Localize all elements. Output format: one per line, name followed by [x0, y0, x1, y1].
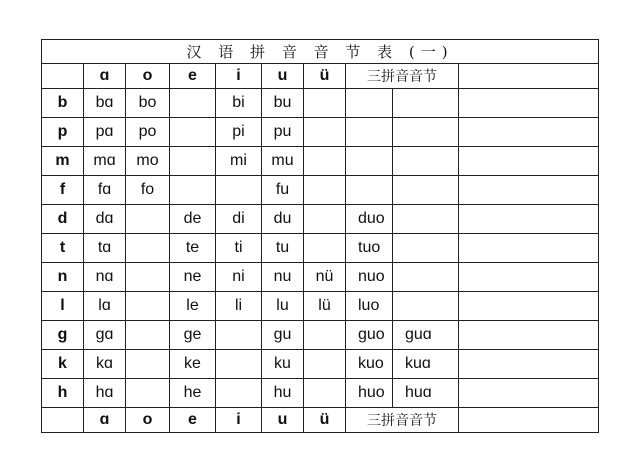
syllable-cell [393, 176, 459, 205]
syllable-cell: he [170, 379, 216, 408]
triple-syllable-footer: 三拼音音节 [346, 408, 459, 433]
syllable-cell: tɑ [84, 234, 126, 263]
syllable-cell [393, 147, 459, 176]
table-row [42, 321, 599, 350]
syllable-cell: gɑ [84, 321, 126, 350]
syllable-cell [216, 350, 262, 379]
table-title: 汉 语 拼 音 音 节 表 (一) [42, 40, 599, 64]
syllable-cell [304, 321, 346, 350]
syllable-cell [304, 379, 346, 408]
syllable-cell: nuo [346, 263, 393, 292]
corner-cell [42, 64, 84, 89]
syllable-cell [459, 176, 599, 205]
syllable-cell [126, 379, 170, 408]
syllable-cell: huo [346, 379, 393, 408]
syllable-cell [170, 118, 216, 147]
syllable-cell: du [262, 205, 304, 234]
initial-cell: g [42, 321, 84, 350]
table-row [42, 205, 599, 234]
syllable-cell: nu [262, 263, 304, 292]
syllable-cell: pɑ [84, 118, 126, 147]
syllable-cell [459, 205, 599, 234]
syllable-cell: guɑ [393, 321, 459, 350]
syllable-cell [459, 234, 599, 263]
syllable-cell: dɑ [84, 205, 126, 234]
initial-cell: n [42, 263, 84, 292]
syllable-cell: guo [346, 321, 393, 350]
syllable-cell: duo [346, 205, 393, 234]
syllable-cell: luo [346, 292, 393, 321]
syllable-cell [304, 118, 346, 147]
syllable-cell: kuɑ [393, 350, 459, 379]
syllable-cell [459, 350, 599, 379]
syllable-cell: mɑ [84, 147, 126, 176]
initial-cell: p [42, 118, 84, 147]
syllable-cell [216, 321, 262, 350]
syllable-cell: bi [216, 89, 262, 118]
syllable-cell: lu [262, 292, 304, 321]
syllable-cell: mu [262, 147, 304, 176]
initial-cell: t [42, 234, 84, 263]
syllable-cell [346, 118, 393, 147]
triple-syllable-header: 三拼音音节 [346, 64, 459, 89]
syllable-cell [459, 89, 599, 118]
syllable-cell [393, 234, 459, 263]
table-row [42, 379, 599, 408]
syllable-cell: bu [262, 89, 304, 118]
syllable-cell: kuo [346, 350, 393, 379]
syllable-cell: hɑ [84, 379, 126, 408]
syllable-cell: ke [170, 350, 216, 379]
syllable-cell: ku [262, 350, 304, 379]
table-row [42, 89, 599, 118]
initial-cell: b [42, 89, 84, 118]
footer-vowel: e [170, 408, 216, 433]
syllable-cell [393, 118, 459, 147]
initial-cell: m [42, 147, 84, 176]
header-vowel: e [170, 64, 216, 89]
syllable-cell: huɑ [393, 379, 459, 408]
syllable-cell [393, 205, 459, 234]
header-vowel: u [262, 64, 304, 89]
initial-cell: k [42, 350, 84, 379]
syllable-cell [346, 147, 393, 176]
footer-vowel: ü [304, 408, 346, 433]
syllable-cell: fo [126, 176, 170, 205]
syllable-cell [459, 292, 599, 321]
syllable-cell [126, 292, 170, 321]
syllable-cell: po [126, 118, 170, 147]
syllable-cell: nɑ [84, 263, 126, 292]
table-row [42, 292, 599, 321]
syllable-cell [126, 350, 170, 379]
syllable-cell [459, 263, 599, 292]
syllable-cell: kɑ [84, 350, 126, 379]
syllable-cell [126, 205, 170, 234]
syllable-cell: li [216, 292, 262, 321]
table-row [42, 350, 599, 379]
table-row [42, 118, 599, 147]
syllable-cell [459, 379, 599, 408]
title-row [42, 40, 599, 64]
footer-vowel: u [262, 408, 304, 433]
footer-vowel: ɑ [84, 408, 126, 433]
syllable-cell [304, 147, 346, 176]
syllable-cell: fu [262, 176, 304, 205]
header-vowel: i [216, 64, 262, 89]
syllable-cell: ne [170, 263, 216, 292]
header-vowel: o [126, 64, 170, 89]
initial-cell: l [42, 292, 84, 321]
syllable-cell: gu [262, 321, 304, 350]
syllable-table [41, 39, 599, 433]
syllable-cell: di [216, 205, 262, 234]
header-vowel: ɑ [84, 64, 126, 89]
syllable-cell: te [170, 234, 216, 263]
syllable-cell [304, 234, 346, 263]
syllable-cell: hu [262, 379, 304, 408]
table-row [42, 234, 599, 263]
syllable-cell [459, 118, 599, 147]
syllable-cell: fɑ [84, 176, 126, 205]
syllable-cell: ge [170, 321, 216, 350]
initial-cell: f [42, 176, 84, 205]
syllable-cell: pu [262, 118, 304, 147]
syllable-cell [126, 234, 170, 263]
syllable-cell [304, 205, 346, 234]
syllable-cell [126, 263, 170, 292]
syllable-cell: de [170, 205, 216, 234]
syllable-cell [304, 176, 346, 205]
syllable-cell [393, 263, 459, 292]
syllable-cell: le [170, 292, 216, 321]
syllable-cell: lü [304, 292, 346, 321]
syllable-cell: tu [262, 234, 304, 263]
syllable-cell [304, 89, 346, 118]
syllable-cell [170, 89, 216, 118]
empty-cell [459, 64, 599, 89]
syllable-cell [126, 321, 170, 350]
table-row [42, 147, 599, 176]
footer-row [42, 408, 599, 433]
syllable-cell: mo [126, 147, 170, 176]
syllable-cell: mi [216, 147, 262, 176]
syllable-cell [170, 147, 216, 176]
syllable-cell [393, 89, 459, 118]
footer-vowel: i [216, 408, 262, 433]
syllable-cell: ni [216, 263, 262, 292]
syllable-cell [304, 350, 346, 379]
syllable-cell [459, 321, 599, 350]
syllable-cell: bɑ [84, 89, 126, 118]
initial-cell: d [42, 205, 84, 234]
syllable-cell [393, 292, 459, 321]
header-vowel: ü [304, 64, 346, 89]
syllable-cell: bo [126, 89, 170, 118]
syllable-cell [346, 89, 393, 118]
syllable-cell [170, 176, 216, 205]
syllable-cell [459, 147, 599, 176]
syllable-cell: ti [216, 234, 262, 263]
empty-cell [459, 408, 599, 433]
syllable-cell [216, 379, 262, 408]
footer-vowel: o [126, 408, 170, 433]
table-row [42, 176, 599, 205]
syllable-cell: pi [216, 118, 262, 147]
initial-cell: h [42, 379, 84, 408]
corner-cell [42, 408, 84, 433]
syllable-cell [216, 176, 262, 205]
header-row [42, 64, 599, 89]
table-row [42, 263, 599, 292]
syllable-cell: lɑ [84, 292, 126, 321]
syllable-cell: nü [304, 263, 346, 292]
syllable-cell [346, 176, 393, 205]
syllable-cell: tuo [346, 234, 393, 263]
